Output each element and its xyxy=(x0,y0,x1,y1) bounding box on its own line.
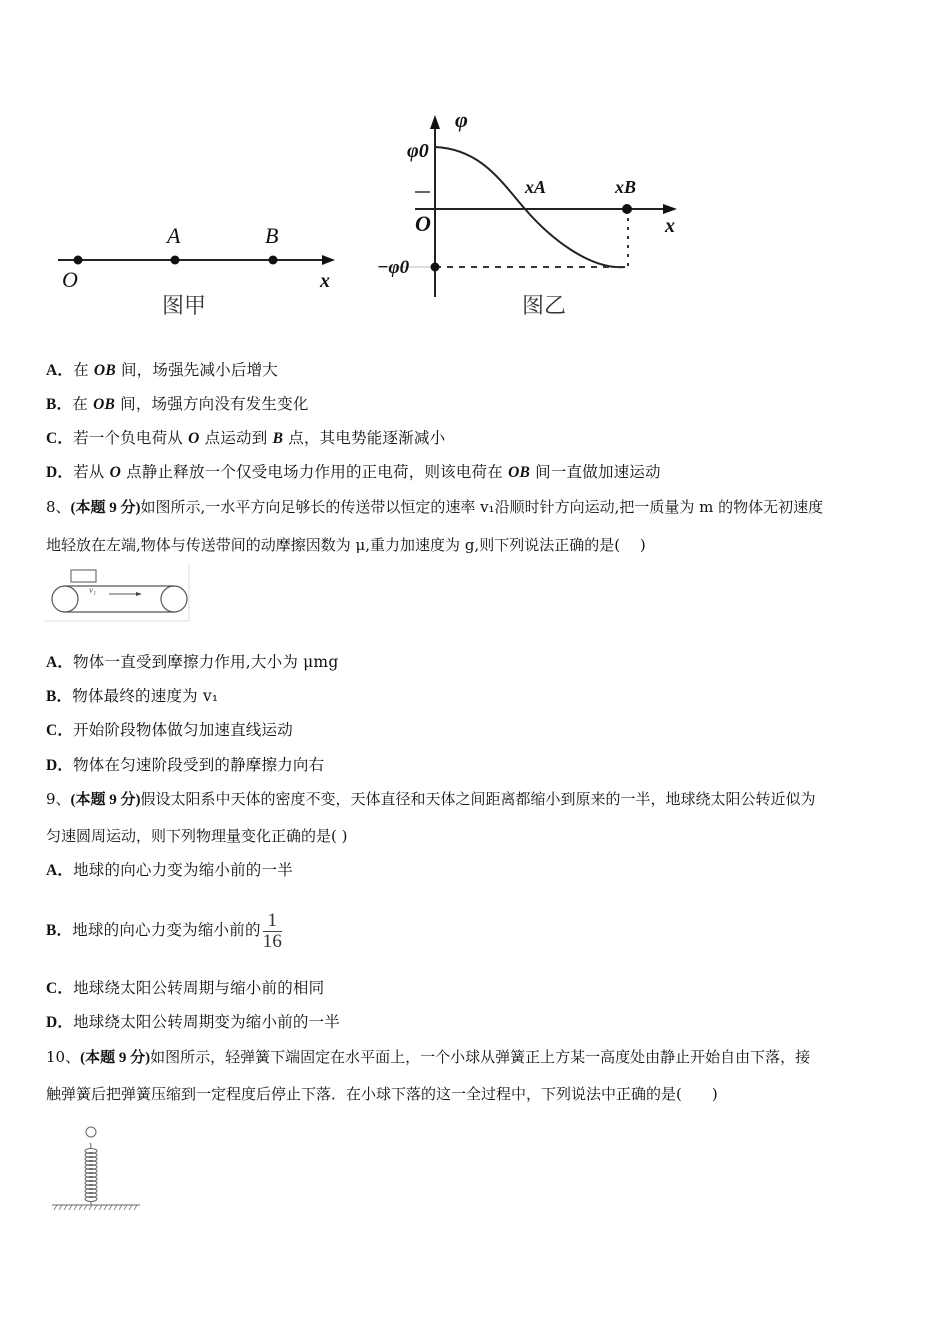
q10-stem-line2 xyxy=(46,1084,718,1104)
option-text: 若从 xyxy=(73,463,110,481)
option-text: 地球绕太阳公转周期变为缩小前的一半 xyxy=(73,1013,340,1031)
option-text: 点，其电势能逐渐减小 xyxy=(283,429,446,447)
option-letter: C． xyxy=(46,722,74,739)
caption-jia: 图甲 xyxy=(162,294,207,319)
y-tick-neg-phi0: −φ0 xyxy=(377,257,410,278)
fraction-denominator: 16 xyxy=(262,930,283,952)
option-text: 在 xyxy=(72,395,94,413)
q8-option-b xyxy=(46,686,218,707)
option-text: 物体最终的速度为 v₁ xyxy=(72,687,219,705)
option-letter: C． xyxy=(46,430,74,447)
question-text: 如图所示，轻弹簧下端固定在水平面上，一个小球从弹簧正上方某一高度处由静止开始自由下落，接 xyxy=(150,1048,811,1066)
fraction-numerator: 1 xyxy=(263,911,282,932)
point-label-a: A xyxy=(167,223,181,248)
option-letter: A． xyxy=(46,862,74,879)
option-text: 在 xyxy=(73,361,94,379)
option-letter: A． xyxy=(46,654,74,671)
q8-option-d xyxy=(46,755,324,776)
option-text: 间一直做加速运动 xyxy=(530,463,661,481)
axis-label-x: x xyxy=(320,270,330,292)
option-letter: B． xyxy=(46,922,73,939)
y-tick-phi0-text: φ0 xyxy=(407,140,429,162)
option-text: 间，场强方向没有发生变化 xyxy=(115,395,309,413)
q10-stem-line1 xyxy=(46,1047,810,1068)
option-text: 地球的向心力变为缩小前的 xyxy=(72,921,261,939)
option-letter: D． xyxy=(46,1014,74,1031)
option-em: OB xyxy=(508,464,531,481)
caption-yi: 图乙 xyxy=(522,294,567,319)
option-text: 点运动到 xyxy=(199,429,273,447)
q9-option-b xyxy=(46,908,282,952)
q9-stem-line2 xyxy=(46,826,347,846)
question-text: 如图所示,一水平方向足够长的传送带以恒定的速率 v₁沿顺时针方向运动,把一质量为 m 的物体无初速度 xyxy=(140,498,824,516)
y-tick-phi0 xyxy=(407,140,429,163)
question-text: 假设太阳系中天体的密度不变，天体直径和天体之间距离都缩小到原来的一半，地球绕太阳公转近似为 xyxy=(140,790,816,808)
point-label-b: B xyxy=(265,223,279,248)
option-text: 若一个负电荷从 xyxy=(73,429,189,447)
option-em: O xyxy=(109,464,122,481)
option-letter: D． xyxy=(46,757,74,774)
q9-option-d xyxy=(46,1012,340,1033)
q7-option-c xyxy=(46,428,445,449)
conveyor-belt-figure xyxy=(44,563,194,625)
x-mark-xa: xA xyxy=(525,177,547,197)
q9-option-c xyxy=(46,978,324,999)
option-letter: B． xyxy=(46,396,73,413)
option-em: B xyxy=(272,430,284,447)
spring-ball-figure xyxy=(48,1118,148,1213)
question-text: 地轻放在左端,物体与传送带间的动摩擦因数为 μ,重力加速度为 g,则下列说法正确的是( ) xyxy=(46,536,646,554)
question-text: 匀速圆周运动，则下列物理量变化正确的是( ) xyxy=(46,827,348,845)
q7-option-a xyxy=(46,360,278,381)
option-text: 物体一直受到摩擦力作用,大小为 μmg xyxy=(73,653,339,671)
question-number: 10、 xyxy=(46,1048,81,1066)
q8-option-a xyxy=(46,652,338,673)
option-text: 间，场强先减小后增大 xyxy=(115,361,278,379)
q8-option-c xyxy=(46,720,293,741)
figure-jia xyxy=(50,215,350,325)
option-text: 点静止释放一个仅受电场力作用的正电荷，则该电荷在 xyxy=(121,463,509,481)
option-text: 物体在匀速阶段受到的静摩擦力向右 xyxy=(73,756,325,774)
option-letter: B． xyxy=(46,688,73,705)
q7-option-d xyxy=(46,462,661,483)
fraction-one-sixteenth xyxy=(263,911,282,952)
option-text: 地球绕太阳公转周期与缩小前的相同 xyxy=(73,979,325,997)
option-em: OB xyxy=(93,396,116,413)
q7-option-b xyxy=(46,394,309,415)
question-number: 8、 xyxy=(46,498,71,516)
option-em: OB xyxy=(93,362,116,379)
y-axis-label-phi: φ xyxy=(455,107,468,132)
point-label-o: O xyxy=(62,267,78,292)
origin-label: O xyxy=(415,211,431,236)
option-letter: C． xyxy=(46,980,74,997)
question-score: (本题 9 分) xyxy=(80,1050,151,1066)
axis-label-x: x xyxy=(665,215,675,237)
question-text: 触弹簧后把弹簧压缩到一定程度后停止下落．在小球下落的这一全过程中，下列说法中正确的是( ) xyxy=(46,1085,718,1103)
figure-yi xyxy=(375,105,695,325)
q8-stem-line2 xyxy=(46,535,646,555)
velocity-label: v₁ xyxy=(89,585,97,595)
option-letter: D． xyxy=(46,464,74,481)
q9-option-a xyxy=(46,860,293,881)
question-score: (本题 9 分) xyxy=(70,500,141,516)
option-text: 开始阶段物体做匀加速直线运动 xyxy=(73,721,293,739)
option-text: 地球的向心力变为缩小前的一半 xyxy=(73,861,293,879)
question-score: (本题 9 分) xyxy=(70,792,141,808)
option-em: O xyxy=(188,430,200,447)
q8-stem-line1 xyxy=(46,497,823,518)
x-mark-xb: xB xyxy=(615,177,637,197)
q9-stem-line1 xyxy=(46,789,816,810)
option-letter: A． xyxy=(46,362,74,379)
question-number: 9、 xyxy=(46,790,71,808)
